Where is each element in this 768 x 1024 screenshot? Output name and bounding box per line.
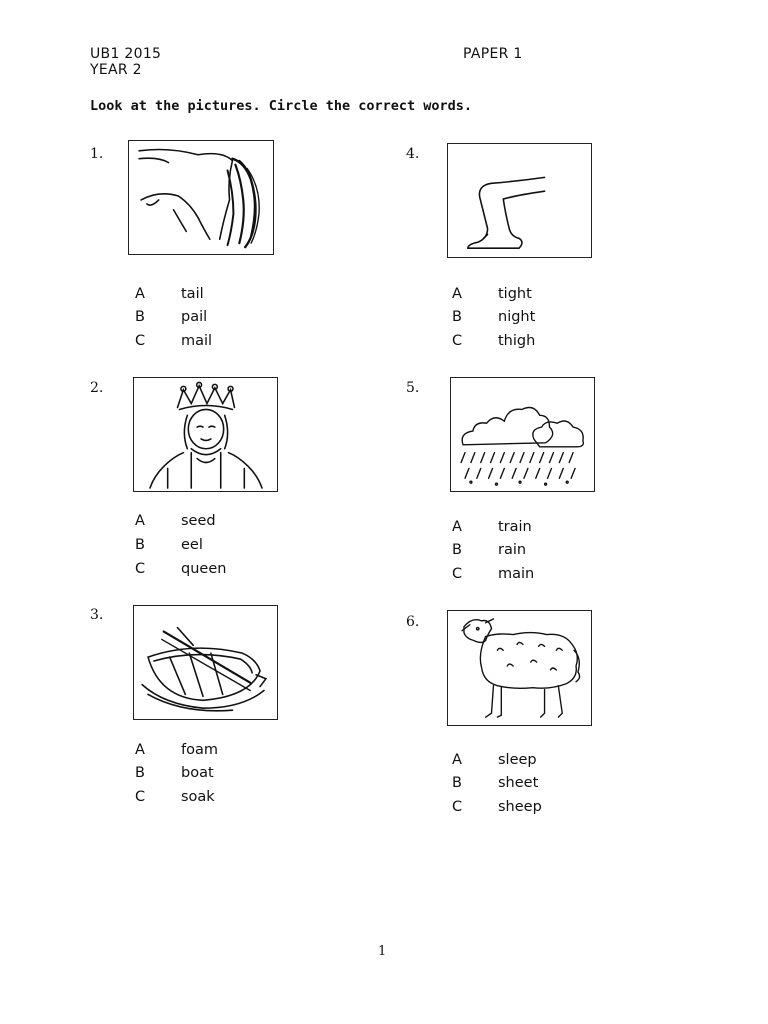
sheep-icon bbox=[447, 610, 592, 726]
option-letter: B bbox=[135, 537, 145, 553]
option-letter: C bbox=[135, 789, 146, 805]
option-letter: B bbox=[452, 542, 462, 558]
horse-tail-icon bbox=[128, 140, 274, 255]
option-letter: A bbox=[452, 286, 462, 302]
question-number: 2. bbox=[90, 380, 104, 396]
option-letter: A bbox=[452, 752, 462, 768]
option-letter: A bbox=[135, 513, 145, 529]
option-word: soak bbox=[181, 789, 215, 805]
option-letter: B bbox=[452, 775, 462, 791]
question-number: 1. bbox=[90, 146, 104, 162]
option-letter: B bbox=[452, 309, 462, 325]
question-number: 5. bbox=[406, 380, 420, 396]
boat-icon bbox=[133, 605, 278, 720]
question-number: 3. bbox=[90, 607, 104, 623]
option-word: seed bbox=[181, 513, 216, 529]
option-word: tight bbox=[498, 286, 532, 302]
option-word: sheet bbox=[498, 775, 539, 791]
option-letter: A bbox=[135, 742, 145, 758]
option-letter: C bbox=[452, 566, 463, 582]
queen-icon bbox=[133, 377, 278, 492]
option-word: thigh bbox=[498, 333, 536, 349]
header-paper: PAPER 1 bbox=[463, 46, 523, 62]
question-number: 4. bbox=[406, 146, 420, 162]
question-number: 6. bbox=[406, 614, 420, 630]
page-number: 1 bbox=[378, 944, 387, 959]
option-word: sheep bbox=[498, 799, 542, 815]
option-word: boat bbox=[181, 765, 214, 781]
option-letter: C bbox=[452, 799, 463, 815]
instruction: Look at the pictures. Circle the correct words. bbox=[90, 98, 473, 114]
option-word: queen bbox=[181, 561, 227, 577]
option-word: sleep bbox=[498, 752, 537, 768]
option-letter: C bbox=[135, 561, 146, 577]
option-word: mail bbox=[181, 333, 213, 349]
rain-cloud-icon bbox=[450, 377, 595, 492]
option-letter: C bbox=[452, 333, 463, 349]
option-letter: C bbox=[135, 333, 146, 349]
option-word: night bbox=[498, 309, 536, 325]
option-letter: B bbox=[135, 765, 145, 781]
option-letter: A bbox=[452, 519, 462, 535]
option-letter: A bbox=[135, 286, 145, 302]
option-word: train bbox=[498, 519, 532, 535]
option-letter: B bbox=[135, 309, 145, 325]
header-school-year: UB1 2015 bbox=[90, 46, 162, 62]
option-word: eel bbox=[181, 537, 203, 553]
option-word: rain bbox=[498, 542, 527, 558]
option-word: tail bbox=[181, 286, 204, 302]
option-word: foam bbox=[181, 742, 218, 758]
header-class: YEAR 2 bbox=[90, 62, 142, 78]
option-word: pail bbox=[181, 309, 208, 325]
leg-icon bbox=[447, 143, 592, 258]
option-word: main bbox=[498, 566, 535, 582]
